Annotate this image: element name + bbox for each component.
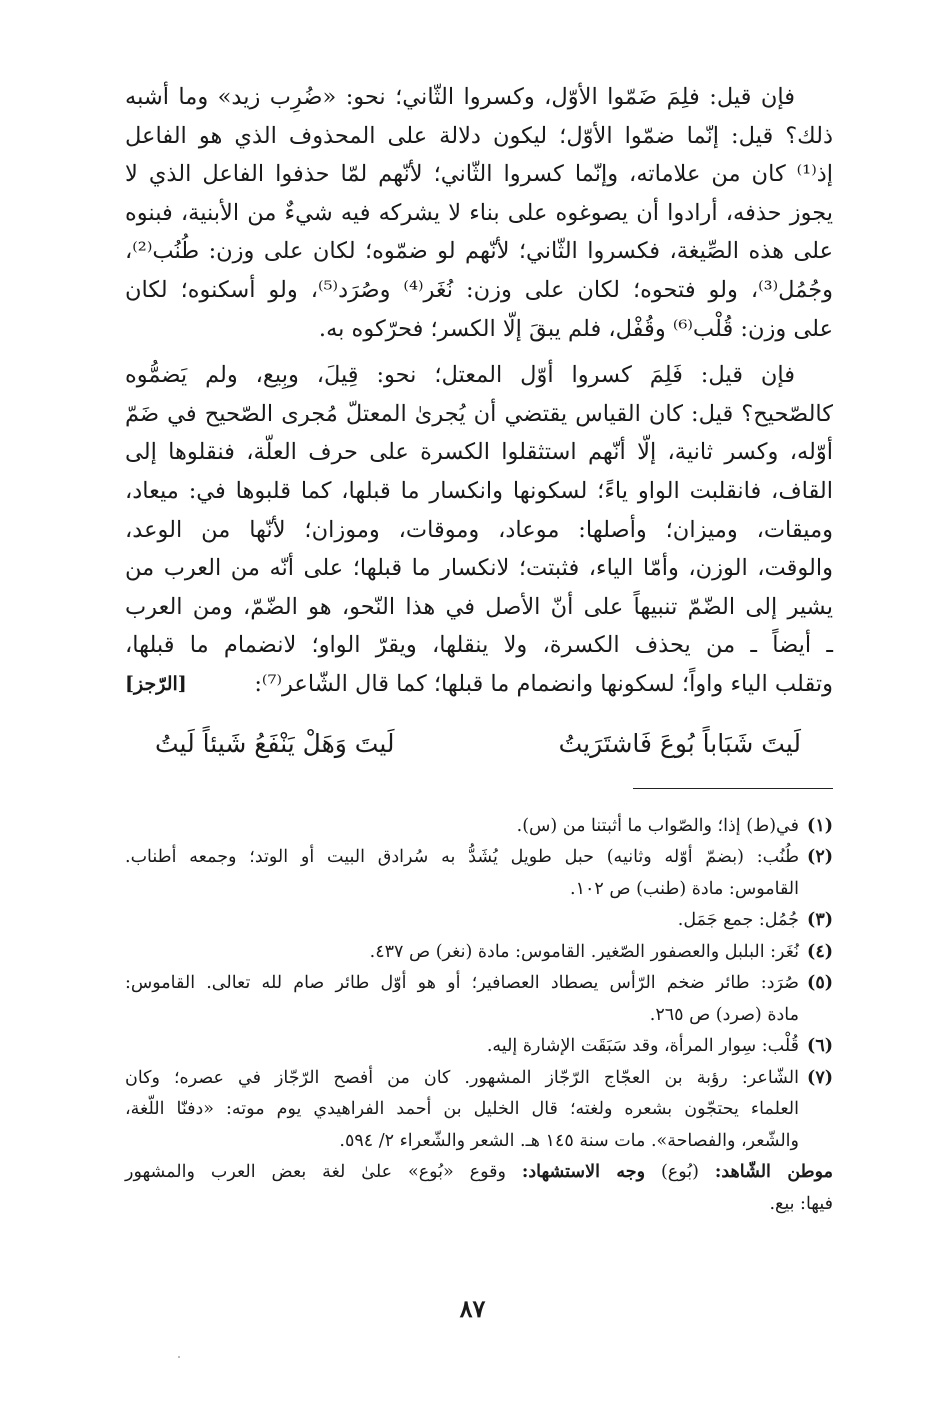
footnote-number: (٢) <box>807 847 833 867</box>
poetry-verse <box>125 724 833 764</box>
footnote <box>125 937 833 969</box>
footnote-line: صُرَد: طائر ضخم الرّأس يصطاد العصافير؛ أو هو أوّل طائر صام لله تعالى. القاموس: <box>125 973 799 993</box>
poetic-meter-label: [الرّجز] <box>125 672 187 695</box>
footnote-separator <box>633 788 833 789</box>
paragraph-2 <box>125 356 833 703</box>
text-line: ذلك؟ قيل: إنّما ضمّوا الأوّل؛ ليكون دلالة على المحذوف الذي هو الفاعل <box>125 122 833 149</box>
witness-label: موطن الشّاهد: <box>714 1162 834 1182</box>
footnote <box>125 811 833 843</box>
evidence-text: وقوع «بُوع» علىٰ لغة بعض العرب والمشهور <box>125 1162 522 1182</box>
text-line-with-meter <box>125 665 833 704</box>
text-line: أوّله، وكسر ثانية، إلّا أنّهم استثقلوا الكسرة على حرف العلّة، فنقلوها إلى <box>125 439 833 466</box>
page-content <box>125 78 833 1220</box>
footnote-line: العلماء يحتجّون بشعره ولغته؛ قال الخليل بن أحمد الفراهيدي يوم موته: «دفنّا اللّغة، <box>125 1099 799 1119</box>
text-line: فإن قيل: فلِمَ ضَمّوا الأوّل، وكسروا الثّاني؛ نحو: «ضُرِب زيد» وما أشبه <box>125 84 795 110</box>
footnote-line: والشّعر، والفصاحة». مات سنة ١٤٥ هـ. الشعر والشّعراء ٢/ ٥٩٤. <box>339 1130 799 1151</box>
footnote-number: (٣) <box>807 910 833 930</box>
text-line: على وزن: قُلْب⁽⁶⁾ وقُفْل، فلم يبقَ إلّا الكسر؛ فحرّكوه به. <box>318 315 833 342</box>
footnote-number: (٧) <box>807 1067 833 1088</box>
footnote-line: مادة (صرد) ص ٢٦٥. <box>649 1004 799 1025</box>
footnote-number: (١) <box>807 815 833 836</box>
text-line: وميقات، وميزان؛ وأصلها: موعاد، وموقات، وموزان؛ لأنّها من الوعد، <box>125 516 833 543</box>
text-line: إذ⁽¹⁾ كان من علاماته، وإنّما كسروا الثّاني؛ لأنّهم لمّا حذفوا الفاعل الذي لا <box>125 161 833 188</box>
page-number: ٨٧ <box>459 1294 486 1323</box>
footnote-number: (٦) <box>807 1036 833 1056</box>
footnote-text <box>125 937 799 969</box>
footnote-text <box>125 1031 799 1063</box>
footnote-line: جُمُل: جمع جَمَل. <box>677 910 799 930</box>
text-line: يشير إلى الضّمّ تنبيهاً على أنّ الأصل في هذا النّحو، هو الضّمّ، ومن العرب <box>125 593 833 620</box>
scan-speck <box>178 1356 180 1358</box>
text-line: على هذه الصِّيغة، فكسروا الثّاني؛ لأنّهم لو ضمّوه؛ لكان على وزن: طُنُب⁽²⁾، <box>125 238 833 265</box>
footnote-text <box>125 842 799 905</box>
witness-word: (بُوع) <box>645 1162 715 1182</box>
footnote-text <box>125 811 799 843</box>
witness-note-line <box>125 1157 833 1189</box>
text-line: والوقت، الوزن، وأمّا الياء، فثبتت؛ لانكسار ما قبلها؛ على أنّه من العرب من <box>125 555 833 582</box>
footnote-line: الشّاعر: رؤبة بن العجّاج الرّجّاز المشهور. كان من أفصح الرّجّاز في عصره؛ وكان <box>125 1067 799 1088</box>
footnote <box>125 842 833 905</box>
witness-note <box>125 1157 833 1220</box>
text-line: وتقلب الياء واواً؛ لسكونها وانضمام ما قبلها؛ كما قال الشّاعر⁽⁷⁾: <box>254 670 833 697</box>
text-line: وجُمُل⁽³⁾، ولو فتحوه؛ لكان على وزن: نُغَر⁽⁴⁾ وصُرَد⁽⁵⁾، ولو أسكنوه؛ لكان <box>125 276 833 303</box>
footnote <box>125 905 833 937</box>
footnote-text <box>125 905 799 937</box>
verse-second-hemistich: لَيتَ وَهَلْ يَنْفَعُ شَيئاً لَيتُ <box>155 728 395 758</box>
text-line: ـ أيضاً ـ من يحذف الكسرة، ولا ينقلها، ويقرّ الواو؛ لانضمام ما قبلها، <box>125 632 833 659</box>
footnote-line: في(ط) إذا؛ والصّواب ما أثبتنا من (س). <box>516 815 799 836</box>
evidence-label: وجه الاستشهاد: <box>521 1162 646 1182</box>
footnote-line: طُنُب: (بضمّ أوّله وثانيه) حبل طويل يُشَدُّ به سُرادق البيت أو الوتد؛ وجمعه أطناب. <box>125 847 799 867</box>
paragraph-1 <box>125 78 833 348</box>
witness-note-line: فيها: بيع. <box>769 1193 833 1214</box>
text-line: يجوز حذفه، أرادوا أن يصوغوه على بناء لا يشركه فيه شيءٌ من الأبنية، فبنوه <box>125 199 833 226</box>
footnotes <box>125 811 833 1221</box>
text-line: فإن قيل: فَلِمَ كسروا أوّل المعتل؛ نحو: قِيلَ، وبِيع، ولم يَضمُّوه <box>125 362 795 389</box>
text-line: كالصّحيح؟ قيل: كان القياس يقتضي أن يُجرىٰ المعتلّ مُجرى الصّحيح في ضَمّ <box>125 400 833 427</box>
footnote-number: (٥) <box>807 973 833 993</box>
verse-first-hemistich: لَيتَ شَبَاباً بُوعَ فَاشتَرَيتُ <box>558 728 801 758</box>
footnote-line: قُلْب: سِوار المرأة، وقد سَبَقَت الإشارة إليه. <box>486 1036 799 1056</box>
footnote-text <box>125 1063 799 1158</box>
footnote <box>125 1063 833 1158</box>
footnote <box>125 1031 833 1063</box>
footnote-text <box>125 968 799 1031</box>
text-line: القاف، فانقلبت الواو ياءً؛ لسكونها وانكسار ما قبلها، كما قلبوها في: ميعاد، <box>125 477 833 504</box>
footnote <box>125 968 833 1031</box>
footnote-number: (٤) <box>807 941 833 962</box>
footnote-line: القاموس: مادة (طنب) ص ١٠٢. <box>570 878 799 899</box>
footnote-line: نُغَر: البلبل والعصفور الصّغير. القاموس: مادة (نغر) ص ٤٣٧. <box>369 941 799 962</box>
